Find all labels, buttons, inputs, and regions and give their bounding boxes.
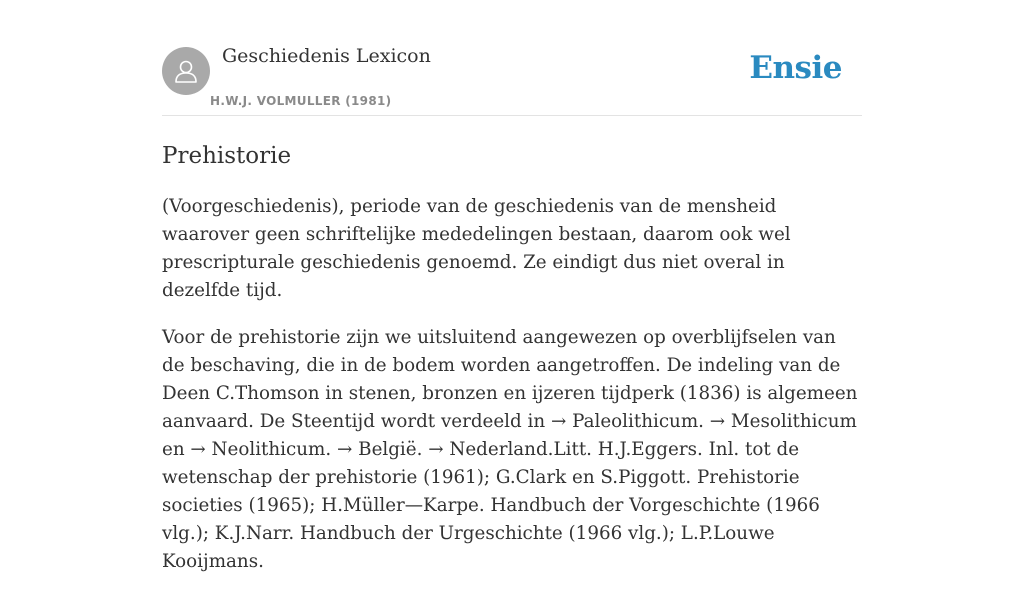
link-paleolithicum[interactable]: → Paleolithicum. xyxy=(550,411,704,432)
link-nederland[interactable]: → Nederland. xyxy=(428,439,554,460)
literature-text: Litt. H.J.Eggers. Inl. tot de wetenschap der prehistorie (1961); G.Clark en S.Piggott. Prehistorie societies (1965); H.Müller—Karpe. Handbuch der Vorgeschichte (1966 vlg.); K.J.Narr. Handbuch der Urgeschichte (1966 vlg.); L.P.Louwe Kooijmans. xyxy=(162,439,820,572)
link-neolithicum[interactable]: → Neolithicum. xyxy=(190,439,332,460)
entry-container xyxy=(162,0,862,595)
ensie-logo[interactable]: Ensie xyxy=(749,50,842,86)
paragraph-text: en xyxy=(162,439,191,460)
paragraph-details xyxy=(162,324,862,576)
source-author: H.W.J. VOLMULLER (1981) xyxy=(210,94,392,108)
link-belgie[interactable]: → België. xyxy=(337,439,423,460)
avatar[interactable] xyxy=(162,47,210,95)
entry-title: Prehistorie xyxy=(162,143,292,169)
entry-body xyxy=(162,193,862,576)
paragraph-text: Voor de prehistorie zijn we uitsluitend aangewezen op overblijfselen van de beschaving, die in de bodem worden aangetroffen. De indeling van de Deen C.Thomson in stenen, bronzen en ijzeren tijdperk (1836) is algemeen aanvaard. De Steentijd wordt verdeeld in xyxy=(162,327,858,432)
user-icon xyxy=(172,57,200,85)
source-title[interactable]: Geschiedenis Lexicon xyxy=(222,45,431,67)
source-header xyxy=(162,0,862,116)
link-mesolithicum[interactable]: → Mesolithicum xyxy=(709,411,857,432)
paragraph-definition: (Voorgeschiedenis), periode van de geschiedenis van de mensheid waarover geen schriftelijke mededelingen bestaan, daarom ook wel prescripturale geschiedenis genoemd. Ze eindigt dus niet overal in dezelfde tijd. xyxy=(162,196,791,301)
